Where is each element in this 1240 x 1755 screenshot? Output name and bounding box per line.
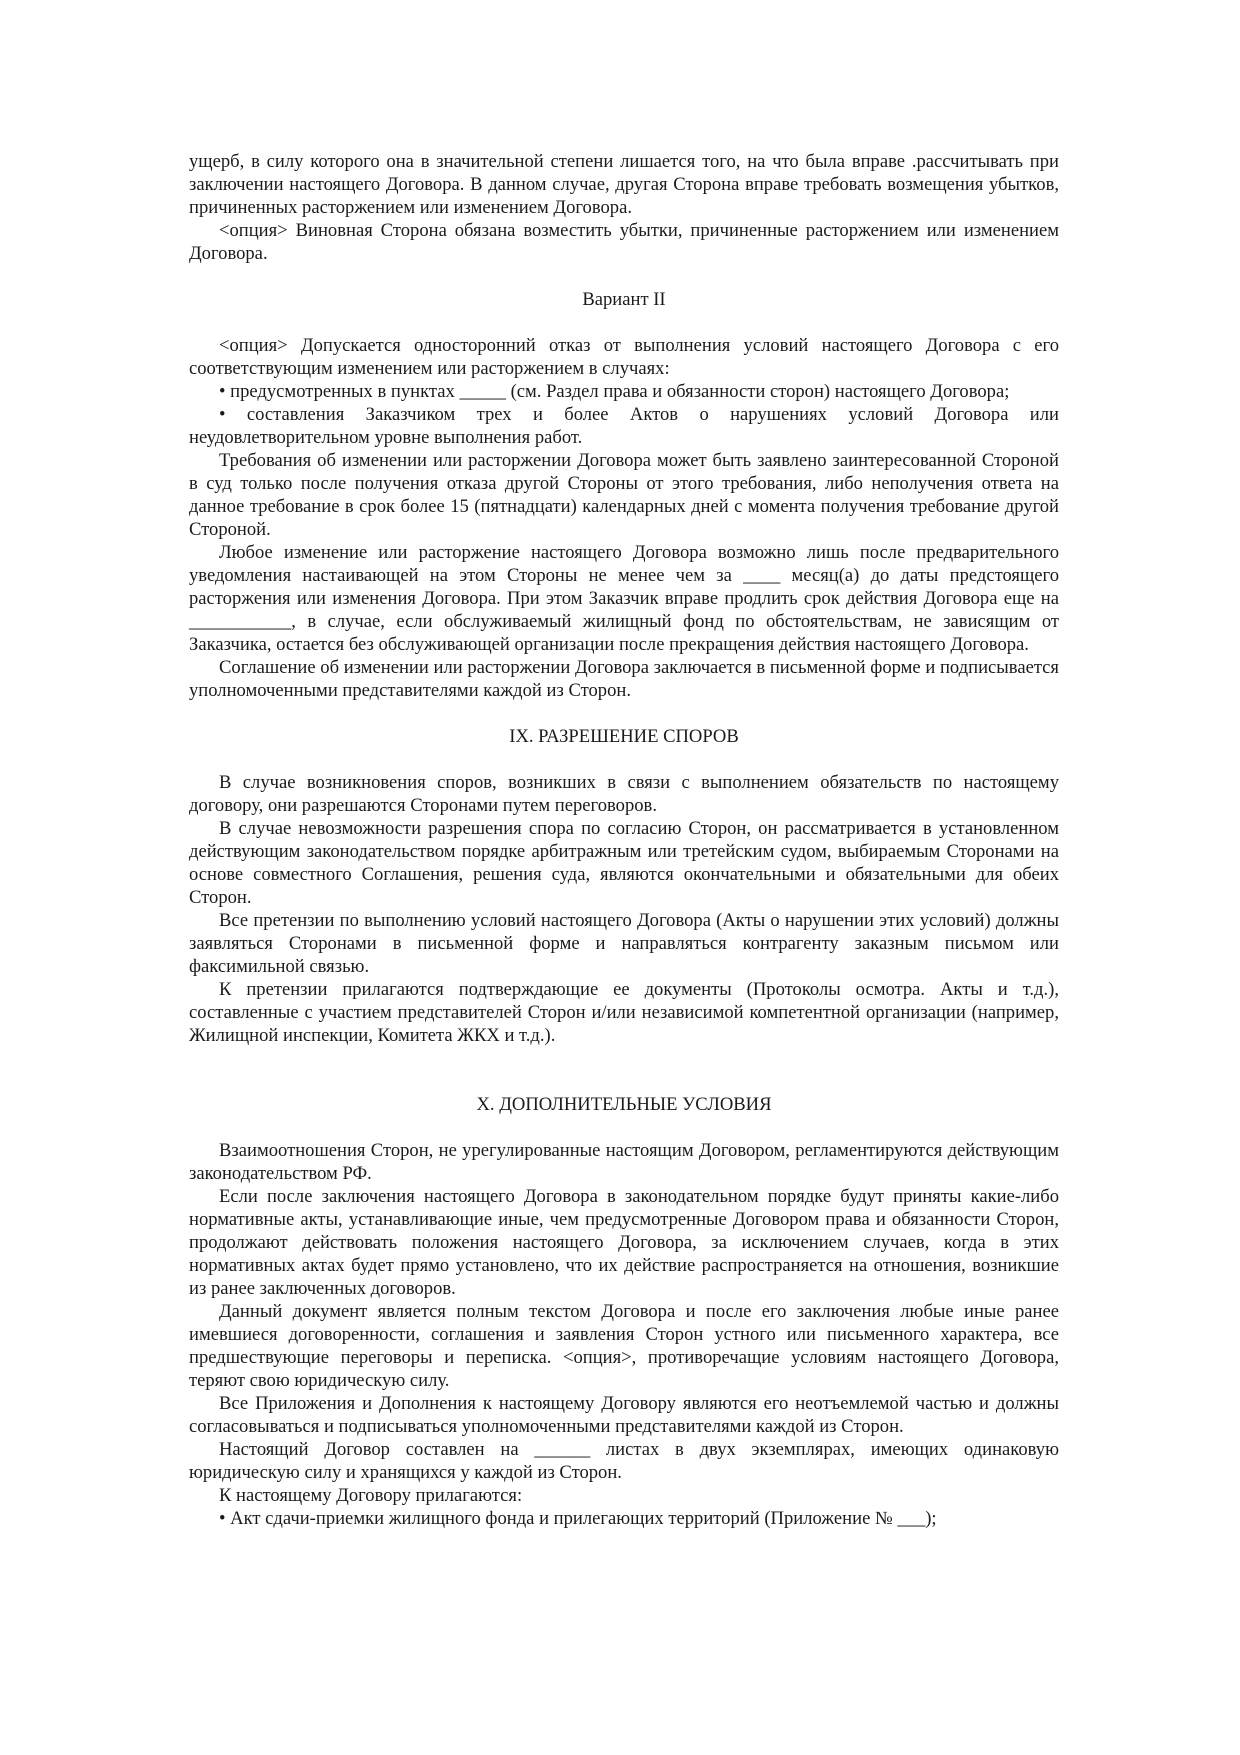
paragraph-section-10-3: Данный документ является полным текстом Договора и после его заключения любые иные ранее имевшиеся договоренности, соглашения и заявления Сторон устного или письменного характера, все предшествующие переговоры и переписка. <опция>, противоречащие условиям настоящего Договора, теряют свою юридическую силу. bbox=[189, 1301, 1059, 1391]
paragraph-variant-1: <опция> Допускается односторонний отказ от выполнения условий настоящего Договора с его соответствующим изменением или расторжением в случаях: bbox=[189, 335, 1059, 379]
paragraph-section-10-2: Если после заключения настоящего Договора в законодательном порядке будут приняты какие-либо нормативные акты, устанавливающие иные, чем предусмотренные Договором права и обязанности Сторон, продолжают действовать положения настоящего Договора, за исключением случаев, когда в этих нормативных актах будет прямо установлено, что их действие распространяется на отношения, возникшие из ранее заключенных договоров. bbox=[189, 1186, 1059, 1299]
paragraph-variant-4: Соглашение об изменении или расторжении Договора заключается в письменной форме и подписывается уполномоченными представителями каждой из Сторон. bbox=[189, 657, 1059, 701]
paragraph-intro-1: ущерб, в силу которого она в значительной степени лишается того, на что была вправе .рассчитывать при заключении настоящего Договора. В данном случае, другая Сторона вправе требовать возмещения убытков, причиненных расторжением или изменением Договора. bbox=[189, 151, 1059, 218]
paragraph-section-10-6: К настоящему Договору прилагаются: bbox=[219, 1485, 523, 1506]
bullet-section-10-1: • Акт сдачи-приемки жилищного фонда и прилегающих территорий (Приложение № ___); bbox=[219, 1508, 937, 1529]
paragraph-section-10-5: Настоящий Договор составлен на ______ листах в двух экземплярах, имеющих одинаковую юридическую силу и хранящихся у каждой из Сторон. bbox=[189, 1439, 1059, 1483]
variant-heading: Вариант II bbox=[582, 289, 666, 310]
document-page bbox=[189, 150, 1059, 1530]
paragraph-section-10-4: Все Приложения и Дополнения к настоящему Договору являются его неотъемлемой частью и должны согласовываться и подписываться уполномоченными представителями каждой из Сторон. bbox=[189, 1393, 1059, 1437]
bullet-variant-2: • составления Заказчиком трех и более Актов о нарушениях условий Договора или неудовлетворительном уровне выполнения работ. bbox=[189, 404, 1059, 448]
paragraph-section-10-1: Взаимоотношения Сторон, не урегулированные настоящим Договором, регламентируются действующим законодательством РФ. bbox=[189, 1140, 1059, 1184]
paragraph-section-9-3: Все претензии по выполнению условий настоящего Договора (Акты о нарушении этих условий) должны заявляться Сторонами в письменной форме и направляться контрагенту заказным письмом или факсимильной связью. bbox=[189, 910, 1059, 977]
paragraph-section-9-4: К претензии прилагаются подтверждающие ее документы (Протоколы осмотра. Акты и т.д.), составленные с участием представителей Сторон и/или независимой компетентной организации (например, Жилищной инспекции, Комитета ЖКХ и т.д.). bbox=[189, 979, 1059, 1046]
paragraph-section-9-1: В случае возникновения споров, возникших в связи с выполнением обязательств по настоящему договору, они разрешаются Сторонами путем переговоров. bbox=[189, 772, 1059, 816]
paragraph-variant-3: Любое изменение или расторжение настоящего Договора возможно лишь после предварительного уведомления настаивающей на этом Стороны не менее чем за ____ месяц(а) до даты предстоящего расторжения или изменения Договора. При этом Заказчик вправе продлить срок действия Договора еще на ___________, в случае, если обслуживаемый жилищный фонд по обстоятельствам, не зависящим от Заказчика, остается без обслуживающей организации после прекращения действия настоящего Договора. bbox=[189, 542, 1059, 655]
bullet-variant-1: • предусмотренных в пунктах _____ (см. Раздел права и обязанности сторон) настоящего Договора; bbox=[219, 381, 1010, 402]
paragraph-intro-2: <опция> Виновная Сторона обязана возместить убытки, причиненные расторжением или изменением Договора. bbox=[189, 220, 1059, 264]
paragraph-section-9-2: В случае невозможности разрешения спора по согласию Сторон, он рассматривается в установленном действующим законодательством порядке арбитражным или третейским судом, выбираемым Сторонами на основе совместного Соглашения, решения суда, являются окончательными и обязательными для обеих Сторон. bbox=[189, 818, 1059, 908]
section-9-heading: IX. РАЗРЕШЕНИЕ СПОРОВ bbox=[509, 726, 739, 747]
paragraph-variant-2: Требования об изменении или расторжении Договора может быть заявлено заинтересованной Стороной в суд только после получения отказа другой Стороны от этого требования, либо неполучения ответа на данное требование в срок более 15 (пятнадцати) календарных дней с момента получения требование другой Стороной. bbox=[189, 450, 1059, 540]
section-10-heading: X. ДОПОЛНИТЕЛЬНЫЕ УСЛОВИЯ bbox=[476, 1094, 772, 1115]
